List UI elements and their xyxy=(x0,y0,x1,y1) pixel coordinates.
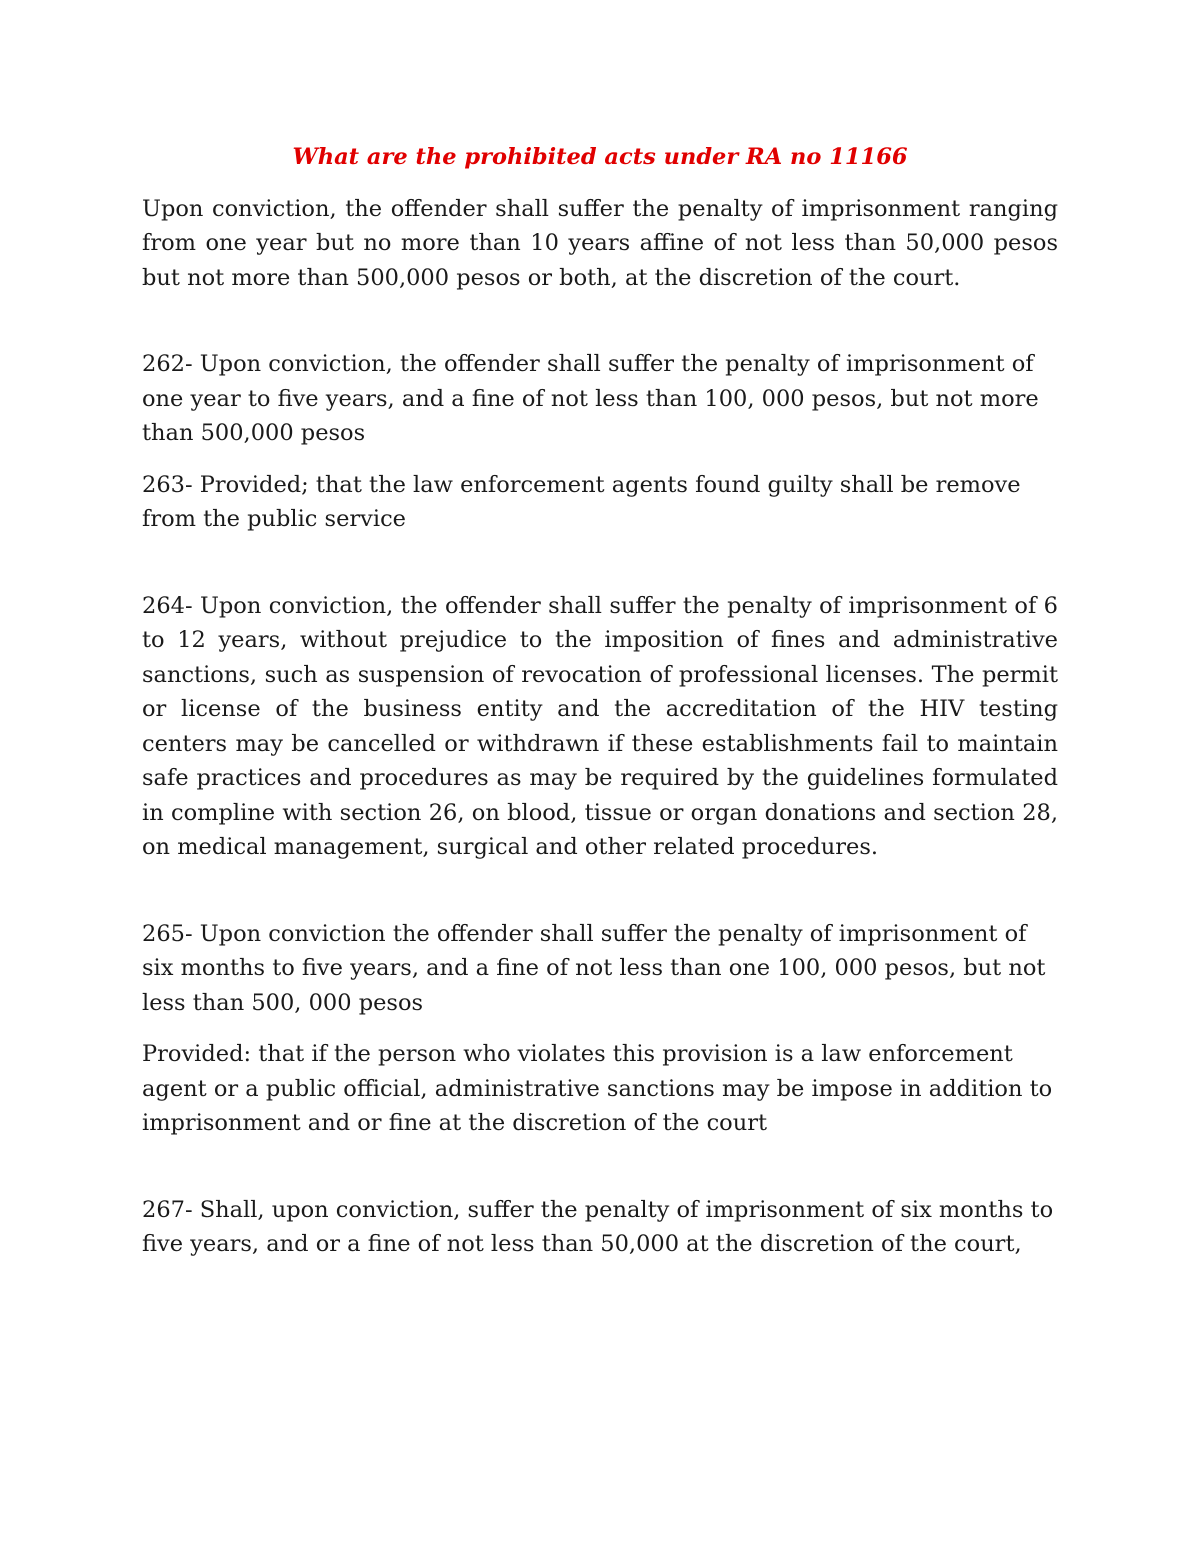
paragraph-267: 267- Shall, upon conviction, suffer the penalty of imprisonment of six months to five years, and or a fine of not less than 50,000 at the discretion of the court, xyxy=(142,1196,1054,1257)
paragraph-264: 264- Upon conviction, the offender shall suffer the penalty of imprisonment of 6 to 12 years, without prejudice to the imposition of fines and administrative sanctions, such as suspension of revocation of professional licenses. The permit or license of the business entity and the accreditation of the HIV testing centers may be cancelled or withdrawn if these establishments fail to maintain safe practices and procedures as may be required by the guidelines formulated in compline with section 26, on blood, tissue or organ donations and section 28, on medical management, surgical and other related procedures. xyxy=(142,592,1058,860)
document-title: What are the prohibited acts under RA no 11166 xyxy=(292,144,908,170)
spacer xyxy=(142,1141,1058,1193)
paragraph-263: 263- Provided; that the law enforcement agents found guilty shall be remove from the public service xyxy=(142,471,1021,532)
document-page xyxy=(142,140,1058,1262)
paragraph-265: 265- Upon conviction the offender shall suffer the penalty of imprisonment of six months to five years, and a fine of not less than one 100, 000 pesos, but not less than 500, 000 pesos xyxy=(142,920,1046,1016)
spacer xyxy=(142,865,1058,917)
paragraph-262: 262- Upon conviction, the offender shall suffer the penalty of imprisonment of one year to five years, and a fine of not less than 100, 000 pesos, but not more than 500,000 pesos xyxy=(142,351,1039,446)
paragraph-intro: Upon conviction, the offender shall suffer the penalty of imprisonment ranging from one year but no more than 10 years affine of not less than 50,000 pesos but not more than 500,000 pesos or both, at the discretion of the court. xyxy=(142,195,1058,291)
spacer xyxy=(142,1020,1058,1037)
spacer xyxy=(142,451,1058,468)
paragraph-265-proviso: Provided: that if the person who violates this provision is a law enforcement agent or a public official, administrative sanctions may be impose in addition to imprisonment and or fine at the discretion of the court xyxy=(142,1041,1053,1136)
spacer xyxy=(142,537,1058,589)
spacer xyxy=(142,295,1058,347)
